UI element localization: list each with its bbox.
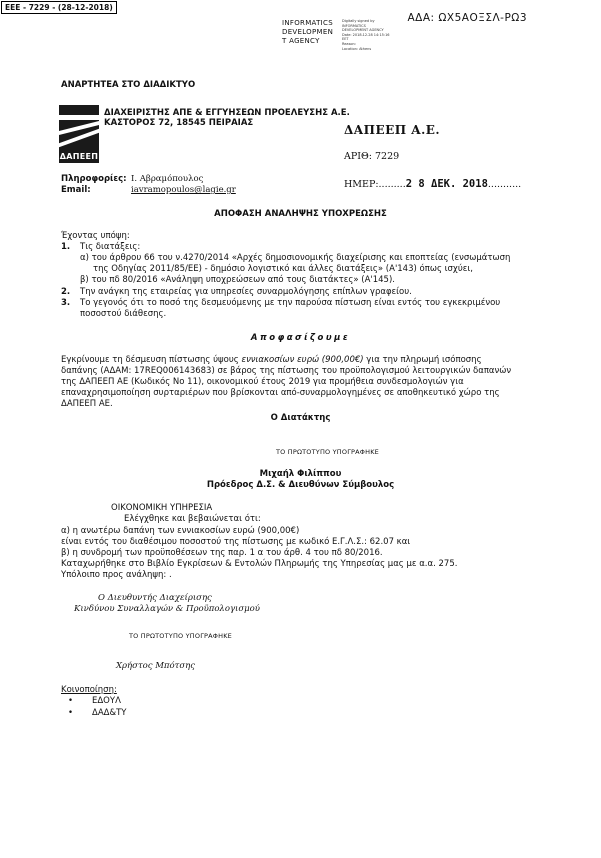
email-link[interactable]: iavramopoulos@lagie.gr (131, 185, 236, 195)
finance-line: Υπόλοιπο προς ανάληψη: . (61, 570, 172, 580)
date-stamp (344, 178, 521, 190)
sig-detail: INFORMATICS (342, 23, 366, 28)
reference-label: ΕΕΕ - 7229 - (28-12-2018) (1, 1, 117, 14)
sig-detail: Location: Athens (342, 46, 372, 51)
protocol-number: ΑΡΙΘ: 7229 (344, 151, 400, 162)
sig-detail: EET (342, 37, 349, 42)
body-line: επαναχρησιμοποίηση συρταριέρων που βρίσκονται από-συναρμολογημένες σε αποθηκευτικό χώρο της (61, 388, 500, 398)
document-title: ΑΠΟΦΑΣΗ ΑΝΑΛΗΨΗΣ ΥΠΟΧΡΕΩΣΗΣ (214, 209, 387, 219)
finance-line: α) η ανωτέρω δαπάνη των εννιακοσίων ευρώ (900,00€) (61, 526, 300, 536)
stamp-organization: ΔΑΠΕΕΠ Α.Ε. (344, 123, 441, 137)
finance-line: β) η συνδρομή των προϋποθέσεων της παρ. 1 α του άρθ. 4 του πδ 80/2016. (61, 548, 383, 558)
info-value: Ι. Αβραμόπουλος (131, 174, 204, 184)
sig-detail: Digitally signed by (342, 19, 375, 23)
logo-text: ΔΑΠΕΕΠ (59, 152, 99, 161)
info-label: Πληροφορίες: (61, 174, 127, 184)
organization-name: ΔΙΑΧΕΙΡΙΣΤΗΣ ΑΠΕ & ΕΓΓΥΗΣΕΩΝ ΠΡΟΕΛΕΥΣΗΣ Α.Ε. (104, 108, 350, 118)
body-line: της ΔΑΠΕΕΠ ΑΕ (Κωδικός Νο 11), οικονομικού έτους 2019 για προμήθεια συνδεσμολογιών για (61, 377, 464, 387)
director-name: Χρήστος Μπότσης (116, 661, 195, 671)
item-sub-b: β) του πδ 80/2016 «Ανάληψη υποχρεώσεων από τους διατάκτες» (Α'145). (80, 275, 395, 285)
body-text: Εγκρίνουμε τη δέσμευση πίστωσης ύψους (61, 355, 242, 365)
ada-code: ΑΔΑ: ΩΧ5ΑΟΞΣΛ-ΡΩ3 (407, 12, 527, 24)
organization-address: ΚΑΣΤΟΡΟΣ 72, 18545 ΠΕΙΡΑΙΑΣ (104, 118, 254, 128)
signatory-role: Πρόεδρος Δ.Σ. & Διευθύνων Σύμβουλος (206, 480, 395, 490)
item-text: Τις διατάξεις: (80, 242, 141, 252)
item-number: 1. (61, 242, 71, 252)
signatory-name: Μιχαήλ Φιλίππου (259, 469, 342, 479)
signed-original-stamp: ΤΟ ΠΡΩΤΟΤΥΠΟ ΥΠΟΓΡΑΦΗΚΕ (129, 632, 232, 640)
finance-line: είναι εντός του διαθέσιμου ποσοστού της πίστωσης με κωδικό Ε.Γ.Λ.Σ.: 62.07 και (61, 537, 411, 547)
body-text: για την πληρωμή ισόποσης (363, 355, 482, 365)
sig-detail: Reason: (342, 41, 356, 46)
date-dots: ........... (487, 179, 522, 190)
body-line: ΔΑΠΕΕΠ ΑΕ. (61, 399, 113, 409)
item-number: 3. (61, 298, 71, 308)
date-label: ΗΜΕΡ:......... (344, 179, 406, 190)
idg-line: DEVELOPMEN (282, 28, 334, 36)
item-sub-a-cont: της Οδηγίας 2011/85/ΕΕ) - δημόσιο λογιστικό και άλλες διατάξεις» (Α'143) όπως ισχύει, (93, 264, 473, 274)
finance-line: Καταχωρήθηκε στο Βιβλίο Εγκρίσεων & Εντολών Πληρωμής της Υπηρεσίας μας με α.α. 275. (61, 559, 458, 569)
digital-signature-block (282, 19, 333, 46)
finance-checked: Ελέγχθηκε και βεβαιώνεται ότι: (124, 514, 261, 524)
date-value: 2 8 ΔΕΚ. 2018 (405, 178, 488, 190)
item-sub-a: α) του άρθρου 66 του ν.4270/2014 «Αρχές δημοσιονομικής διαχείρισης και εποπτείας (ενσωμάτωση (80, 253, 511, 263)
cc-bullet: • (68, 708, 74, 718)
considering-label: Έχοντας υπόψη: (61, 231, 130, 241)
item-number: 2. (61, 287, 71, 297)
item-text-cont: ποσοστού διάθεσης. (80, 309, 167, 319)
decide-heading: Αποφασίζουμε (250, 333, 351, 343)
item-text: Το γεγονός ότι το ποσό της δεσμευόμενης με την παρούσα πίστωση είναι εντός του εγκεκριμένου (80, 298, 501, 308)
email-label: Email: (61, 185, 91, 195)
sig-detail: DEVELOPMENT AGENCY (342, 28, 384, 33)
item-text: Την ανάγκη της εταιρείας για υπηρεσίες συναρμολόγησης επίπλων γραφείου. (80, 287, 412, 297)
director-title: Ο Διευθυντής Διαχείρισης (98, 593, 212, 603)
body-amount: εννιακοσίων ευρώ (900,00€) (241, 355, 364, 365)
organization-block (104, 108, 350, 128)
finance-dept: ΟΙΚΟΝΟΜΙΚΗ ΥΠΗΡΕΣΙΑ (111, 503, 213, 513)
digital-signature-details (342, 19, 390, 51)
sig-detail: Date: 2018.12.28 14:15:16 (342, 32, 390, 37)
idg-line: T AGENCY (282, 37, 320, 45)
cc-item: ΕΔΟΥΛ (92, 696, 121, 706)
body-line: δαπάνης (ΑΔΑΜ: 17REQ006143683) σε βάρος της πίστωσης του προϋπολογισμού λειτουργικών δαπανών (61, 366, 512, 376)
signed-original-stamp: ΤΟ ΠΡΩΤΟΤΥΠΟ ΥΠΟΓΡΑΦΗΚΕ (276, 448, 379, 456)
body-line (61, 355, 482, 366)
cc-item: ΔΑΔ&ΤΥ (92, 708, 127, 718)
cc-label: Κοινοποίηση: (61, 685, 117, 695)
director-title-cont: Κινδύνου Συναλλαγών & Προϋπολογισμού (74, 604, 260, 614)
authorizer-title: Ο Διατάκτης (270, 413, 331, 423)
posting-notice: ΑΝΑΡΤΗΤΕΑ ΣΤΟ ΔΙΑΔΙΚΤΥΟ (61, 80, 196, 90)
cc-bullet: • (68, 696, 74, 706)
idg-line: INFORMATICS (282, 19, 333, 27)
